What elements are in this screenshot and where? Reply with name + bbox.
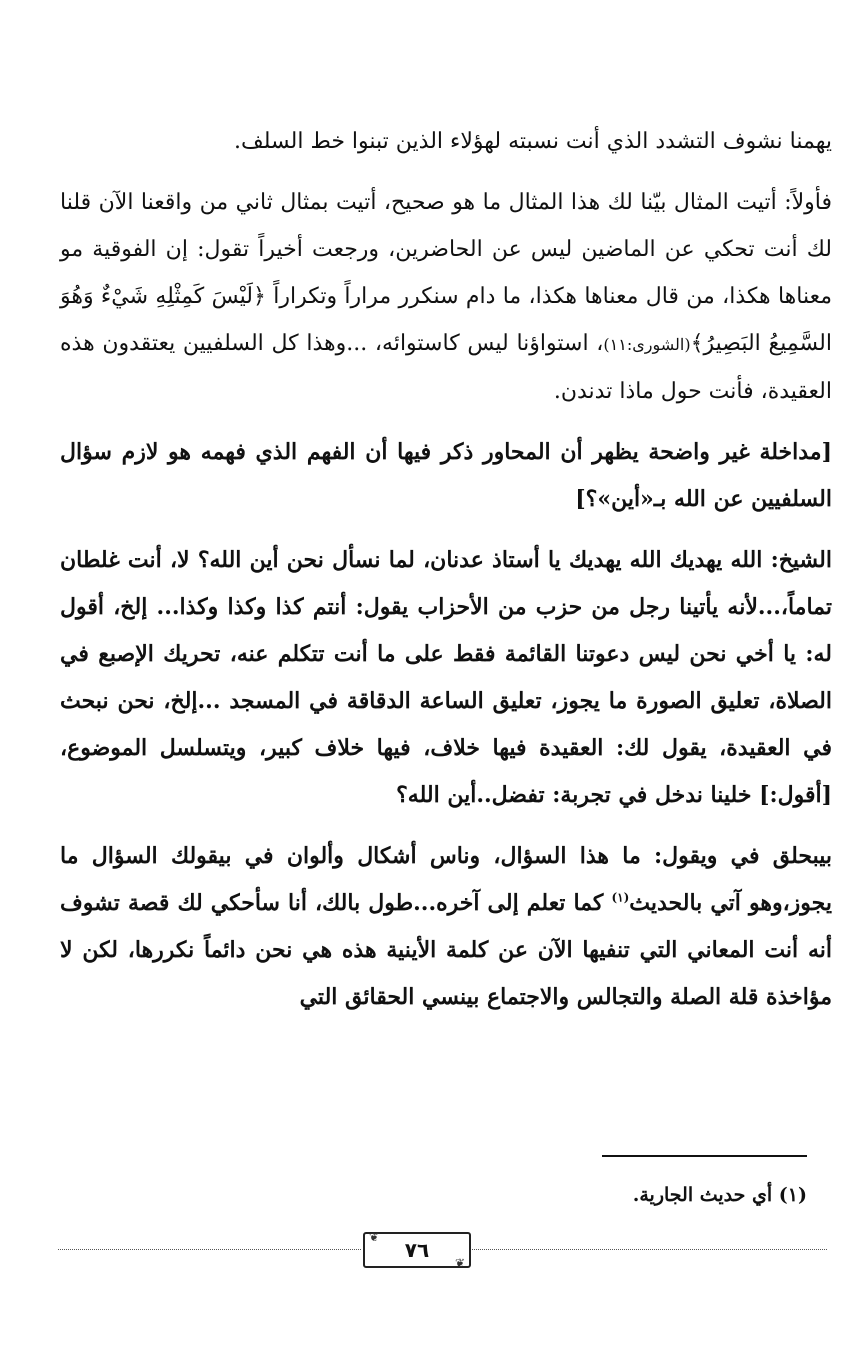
paragraph-2-text-a: فأولاً: أتيت المثال بيّنا لك هذا المثال ما هو صحيح، أتيت بمثال ثاني من واقعنا الآن قلنا لك أنت تحكي عن الماضين ليس عن الحاضرين، ورجعت أخيراً تقول: إن الفوقية مو معناها هكذا، من قال معناها هكذا، ما دام سنكرر مراراً وتكراراً [60, 190, 833, 309]
paragraph-5-text-a: بيبحلق في ويقول: ما هذا السؤال، وناس أشكال وألوان في بيقولك السؤال ما يجوز،وهو آتي بالحديث [60, 843, 832, 916]
speaker-label: الشيخ: [770, 547, 832, 573]
paragraph-2 [60, 179, 832, 415]
quran-verse: ﴿لَيْسَ كَمِثْلِهِ شَيْءٌ وَهُوَ السَّمِيعُ البَصِيرُ﴾ [60, 284, 832, 356]
paragraph-2-text-b: ، استواؤنا ليس كاستوائه، ...وهذا كل السلفيين يعتقدون هذه العقيدة، فأنت حول ماذا تدندن. [60, 331, 832, 404]
paragraph-5-text-b: كما تعلم إلى آخره...طول بالك، أنا سأحكي لك قصة تشوف أنه أنت المعاني التي تنفيها الآن عن كلمة الأينية هذه هي نحن دائماً نكررها، لكن لا مؤاخذة قلة الصلة والتجالس والاجتماع بينسي الحقائق التي [60, 890, 832, 1010]
verse-reference: (الشورى:١١) [603, 335, 691, 354]
paragraph-4 [60, 537, 832, 819]
footnote-marker: (١) [611, 890, 630, 905]
paragraph-5 [60, 833, 832, 1021]
footnote-separator [602, 1155, 807, 1157]
page-number-box [362, 1232, 472, 1268]
ornament-icon: ❦ [454, 1256, 465, 1270]
footnote: (١) أي حديث الجارية. [632, 1184, 807, 1206]
ornament-icon: ❦ [369, 1230, 380, 1244]
paragraph-3-interjection: [مداخلة غير واضحة يظهر أن المحاور ذكر فيها أن الفهم الذي فهمه هو لازم سؤال السلفيين عن الله بـ«أين»؟] [60, 439, 832, 512]
page-number: ٧٦ [404, 1238, 430, 1262]
page-number-frame [363, 1232, 471, 1268]
page-body [60, 118, 832, 1035]
paragraph-4-text: الله يهديك الله يهديك يا أستاذ عدنان، لما نسأل نحن أين الله؟ لا، أنت غلطان تماماً،...لأنه يأتينا رجل من حزب من الأحزاب يقول: أنتم كذا وكذا وكذا... إلخ، أقول له: يا أخي نحن ليس دعوتنا القائمة فقط على ما أنت تتكلم عنه، تحريك الإصبع في الصلاة، تعليق الصورة ما يجوز، تعليق الساعة الدقاقة في المسجد ...إلخ، نحن نبحث في العقيدة، يقول لك: العقيدة فيها خلاف، فيها خلاف كبير، ويتسلسل الموضوع، [أقول:] خلينا ندخل في تجربة: تفضل..أين الله؟ [60, 547, 832, 808]
paragraph-1: يهمنا نشوف التشدد الذي أنت نسبته لهؤلاء الذين تبنوا خط السلف. [233, 129, 832, 154]
